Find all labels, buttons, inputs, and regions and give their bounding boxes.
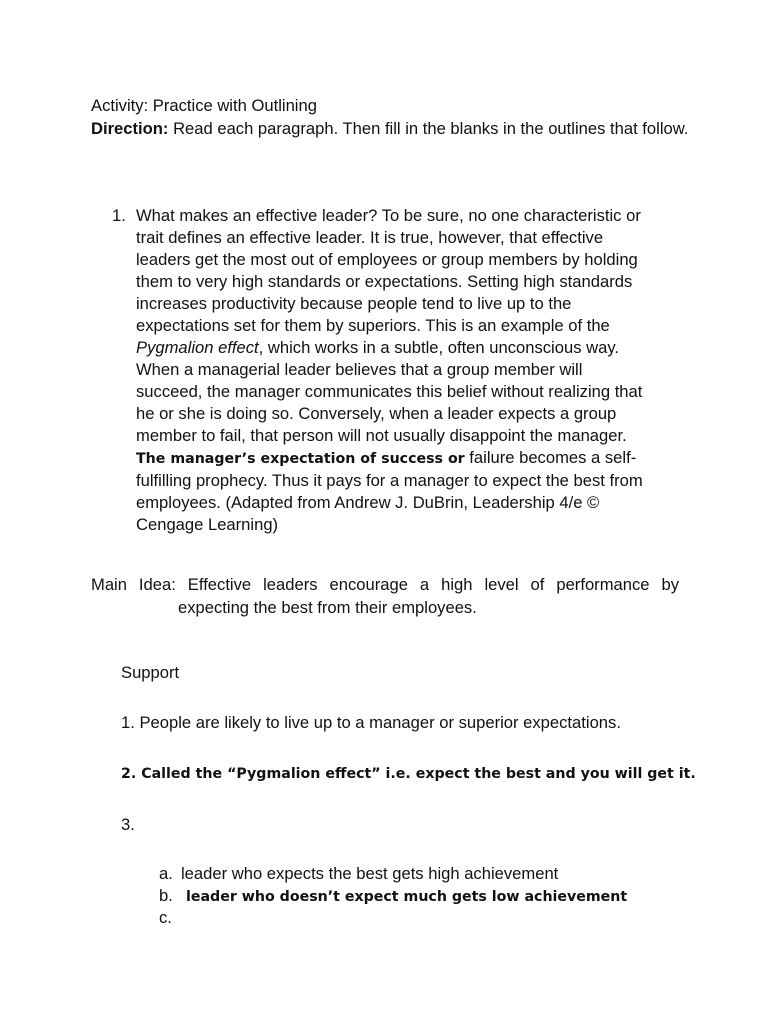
paragraph-fragment: failure becomes a self- — [464, 448, 637, 467]
sub-item-letter: a. — [159, 864, 173, 883]
sub-item-a — [159, 863, 558, 885]
paragraph-line: trait defines an effective leader. It is true, however, that effective — [136, 228, 604, 247]
paragraph-line — [136, 337, 680, 359]
main-idea — [91, 573, 679, 619]
paragraph-line: increases productivity because people tend to live up to the — [136, 294, 572, 313]
paragraph-line: employees. (Adapted from Andrew J. DuBrin, Leadership 4/e © — [136, 493, 600, 512]
support-item-1: 1. People are likely to live up to a manager or superior expectations. — [121, 713, 621, 732]
paragraph-line: expectations set for them by superiors. This is an example of the — [136, 316, 610, 335]
activity-title: Activity: Practice with Outlining — [91, 96, 317, 115]
reading-paragraph — [136, 205, 680, 536]
paragraph-fragment: , which works in a subtle, often unconscious way. — [258, 338, 619, 357]
support-item-3: 3. — [121, 815, 135, 834]
sub-item-text: leader who doesn’t expect much gets low achievement — [186, 889, 628, 905]
direction-body: Read each paragraph. Then fill in the blanks in the outlines that follow. — [168, 119, 689, 138]
sub-item-letter: b. — [159, 886, 173, 905]
sub-item-c — [159, 907, 181, 929]
direction-label: Direction: — [91, 119, 169, 138]
paragraph-line: Cengage Learning) — [136, 515, 279, 534]
sub-item-b — [159, 885, 627, 908]
highlighted-phrase: The manager’s expectation of success or — [136, 451, 465, 467]
support-heading: Support — [121, 663, 180, 682]
paragraph-line: he or she is doing so. Conversely, when a leader expects a group — [136, 404, 617, 423]
paragraph-line: fulfilling prophecy. Thus it pays for a manager to expect the best from — [136, 471, 643, 490]
paragraph-line — [136, 447, 680, 470]
paragraph-number: 1. — [112, 206, 126, 225]
pygmalion-term: Pygmalion effect — [136, 338, 259, 357]
paragraph-line: succeed, the manager communicates this belief without realizing that — [136, 382, 643, 401]
sub-item-letter: c. — [159, 908, 172, 927]
paragraph-line: them to very high standards or expectations. Setting high standards — [136, 272, 633, 291]
paragraph-line: member to fail, that person will not usually disappoint the manager. — [136, 426, 627, 445]
direction-text — [91, 117, 691, 140]
main-idea-line: expecting the best from their employees. — [178, 598, 477, 617]
main-idea-line: Main Idea: Effective leaders encourage a high level of performance by — [91, 575, 679, 594]
sub-item-text: leader who expects the best gets high achievement — [181, 864, 559, 883]
support-item-2: 2. Called the “Pygmalion effect” i.e. expect the best and you will get it. — [121, 766, 696, 782]
paragraph-line: What makes an effective leader? To be sure, no one characteristic or — [136, 206, 641, 225]
paragraph-line: When a managerial leader believes that a group member will — [136, 360, 583, 379]
paragraph-line: leaders get the most out of employees or group members by holding — [136, 250, 638, 269]
